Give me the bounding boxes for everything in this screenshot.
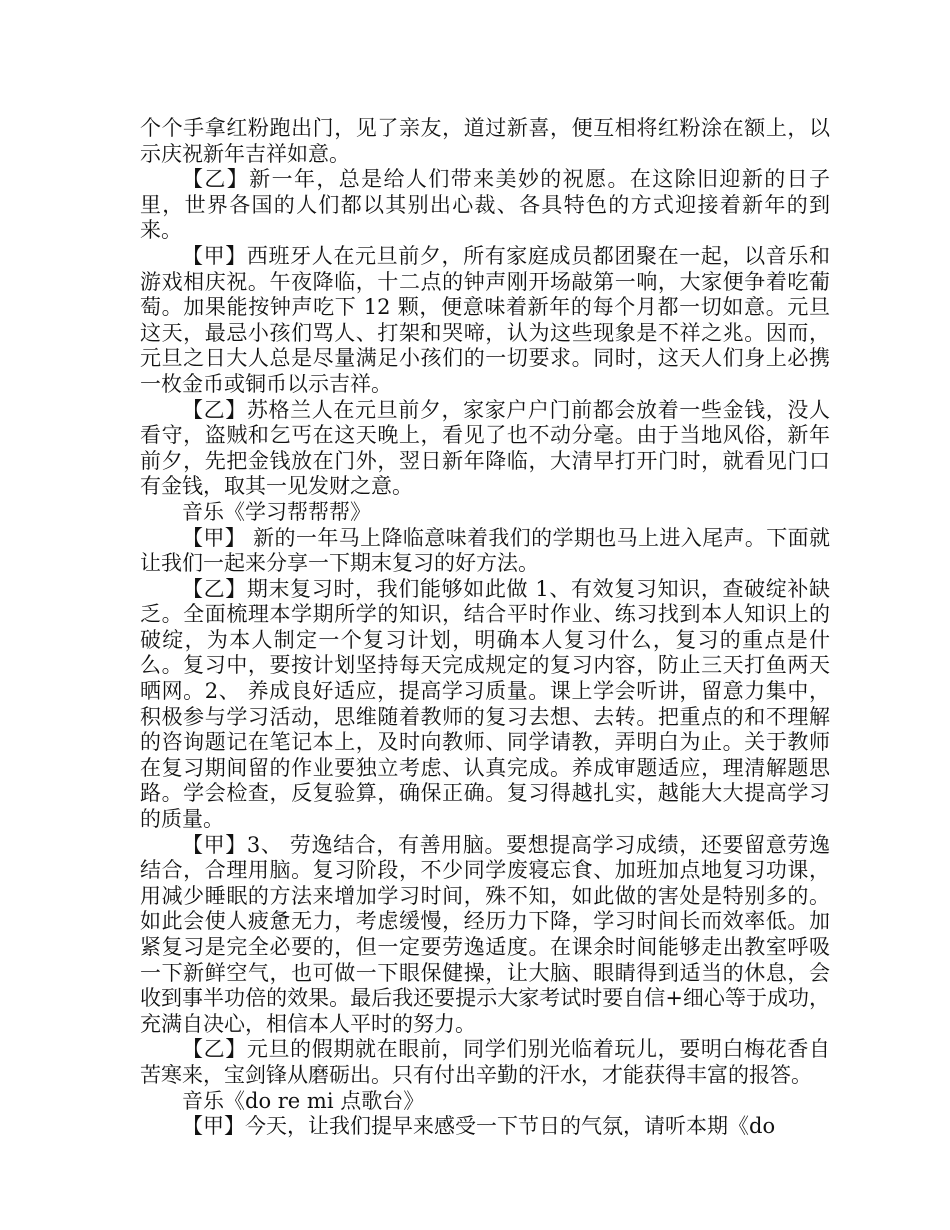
paragraph-continuation: 个个手拿红粉跑出门，见了亲友，道过新喜，便互相将红粉涂在额上，以示庆祝新年吉祥如意。 (140, 116, 830, 166)
paragraph-yi-review-methods: 【乙】期末复习时，我们能够如此做 1、有效复习知识，查破绽补缺乏。全面梳理本学期所学的知识，结合平时作业、练习找到本人知识上的破绽，为本人制定一个复习计划，明确本人复习什么，复习的重点是什么。复习中，要按计划坚持每天完成规定的复习内容，防止三天打鱼两天晒网。2、 养成良好适应，提高学习质量。课上学会听讲，留意力集中，积极参与学习活动，思维随着教师的复习去想、去转。把重点的和不理解的咨询题记在笔记本上，及时向教师、同学请教，弄明白为止。关于教师在复习期间留的作业要独立考虑、认真完成。养成审题适应，理清解题思路。学会检查，反复验算，确保正确。复习得越扎实，越能大大提高学习的质量。 (140, 576, 830, 832)
paragraph-jia-festival: 【甲】今天，让我们提早来感受一下节日的气氛，请听本期《do (182, 1114, 776, 1139)
paragraph-jia-spain: 【甲】西班牙人在元旦前夕，所有家庭成员都团聚在一起，以音乐和游戏相庆祝。午夜降临，十二点的钟声刚开场敲第一响，大家便争着吃葡萄。加果能按钟声吃下 12 颗，便意味着新年的每个月都一切如意。元旦这天，最忌小孩们骂人、打架和哭啼，认为这些现象是不祥之兆。因而，元旦之日大人总是尽量满足小孩们的一切要求。同时，这天人们身上必携一枚金币或铜币以示吉祥。 (140, 243, 830, 396)
music-cue-study-help: 音乐《学习帮帮帮》 (182, 499, 371, 524)
document-body (140, 116, 830, 1140)
paragraph-jia-semester-end: 【甲】 新的一年马上降临意味着我们的学期也马上进入尾声。下面就让我们一起来分享一下期末复习的好方法。 (140, 525, 830, 576)
paragraph-yi-holiday: 【乙】元旦的假期就在眼前，同学们别光临着玩儿，要明白梅花香自苦寒来，宝剑锋从磨砺出。只有付出辛勤的汗水，才能获得丰富的报答。 (140, 1037, 830, 1087)
music-cue-doremi: 音乐《do re mi 点歌台》 (182, 1088, 425, 1113)
paragraph-jia-balance: 【甲】3、 劳逸结合，有善用脑。要想提高学习成绩，还要留意劳逸结合，合理用脑。复习阶段，不少同学废寝忘食、加班加点地复习功课，用减少睡眠的方法来增加学习时间，殊不知，如此做的害处是特别多的。如此会使人疲惫无力，考虑缓慢，经历力下降，学习时间长而效率低。加紧复习是完全必要的，但一定要劳逸适度。在课余时间能够走出教室呼吸一下新鲜空气，也可做一下眼保健操，让大脑、眼睛得到适当的休息，会收到事半功倍的效果。最后我还要提示大家考试时要自信+细心等于成功，充满自决心，相信本人平时的努力。 (140, 832, 830, 1036)
paragraph-yi-scotland: 【乙】苏格兰人在元旦前夕，家家户户门前都会放着一些金钱，没人看守，盗贼和乞丐在这天晚上，看见了也不动分毫。由于当地风俗，新年前夕，先把金钱放在门外，翌日新年降临，大清早打开门时，就看见门口有金钱，取其一见发财之意。 (140, 397, 830, 499)
paragraph-yi-new-year: 【乙】新一年，总是给人们带来美妙的祝愿。在这除旧迎新的日子里，世界各国的人们都以其别出心裁、各具特色的方式迎接着新年的到来。 (140, 167, 830, 243)
